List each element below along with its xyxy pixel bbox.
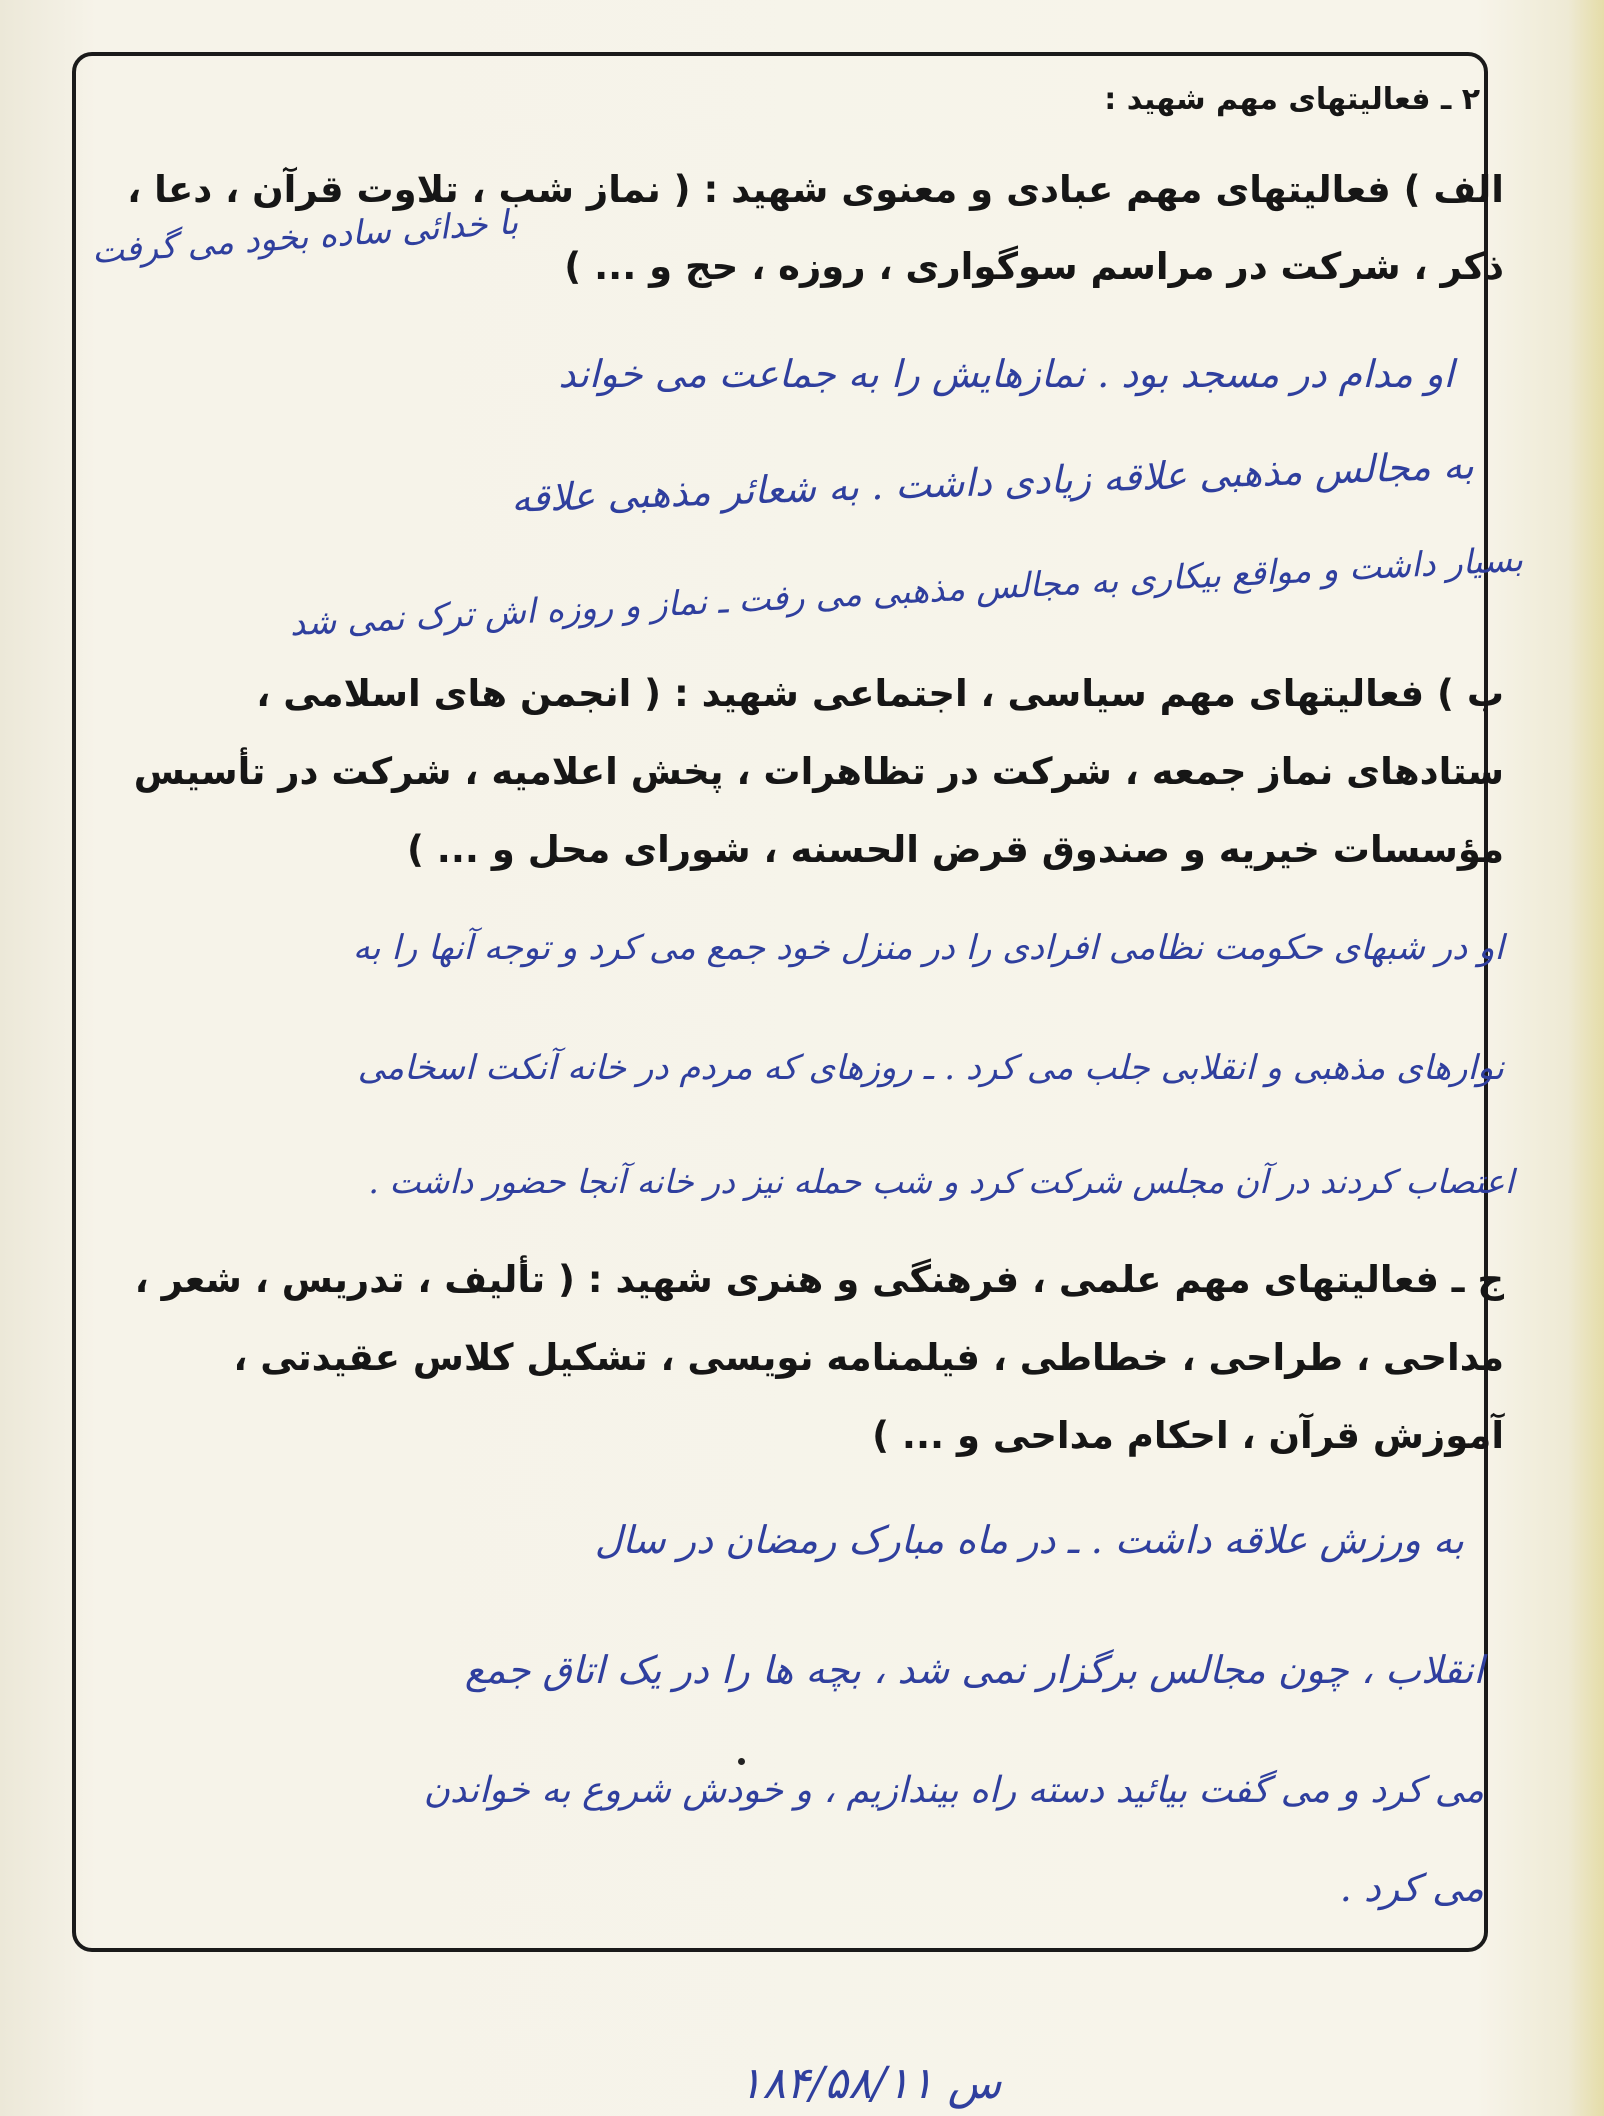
part-a-line-1: الف ) فعالیتهای مهم عبادی و معنوی شهید : ( نماز شب ، تلاوت قرآن ، دعا ،: [127, 168, 1504, 211]
part-a-handwritten-2: به مجالس مذهبی علاقه زیادی داشت . به شعائر مذهبی علاقه: [510, 443, 1475, 521]
part-c-line-3: آموزش قرآن ، احکام مداحی و ... ): [872, 1414, 1504, 1457]
part-c-handwritten-1: به ورزش علاقه داشت . ـ در ماه مبارک رمضان در سال: [594, 1518, 1464, 1562]
part-b-line-3: مؤسسات خیریه و صندوق قرض الحسنه ، شورای محل و ... ): [407, 828, 1504, 871]
paper-edge-stain: [1568, 0, 1604, 2116]
part-b-handwritten-3: اعتصاب کردند در آن مجلس شرکت کرد و شب حمله نیز در خانه آنجا حضور داشت .: [368, 1162, 1514, 1201]
part-b-line-1: ب ) فعالیتهای مهم سیاسی ، اجتماعی شهید : ( انجمن های اسلامی ،: [256, 672, 1504, 715]
part-c-handwritten-4: می کرد .: [1339, 1866, 1484, 1910]
part-c-line-1: ج ـ فعالیتهای مهم علمی ، فرهنگی و هنری شهید : ( تألیف ، تدریس ، شعر ،: [134, 1258, 1504, 1301]
part-b-handwritten-1: او در شبهای حکومت نظامی افرادی را در منزل خود جمع می کرد و توجه آنها را به: [352, 928, 1504, 968]
part-c-line-2: مداحی ، طراحی ، خطاطی ، فیلمنامه نویسی ، تشکیل کلاس عقیدتی ،: [233, 1336, 1504, 1379]
archive-code: ۱۸۴/۵۸/۱۱ س: [738, 2058, 1002, 2109]
ink-dot: [738, 1758, 745, 1765]
part-a-line-2: ذکر ، شرکت در مراسم سوگواری ، روزه ، حج و ... ): [564, 245, 1504, 288]
section-heading: ۲ ـ فعالیتهای مهم شهید :: [1104, 82, 1480, 117]
part-a-handwritten-1: او مدام در مسجد بود . نمازهایش را به جماعت می خواند: [558, 352, 1454, 396]
part-a-handwritten-inline: با خدائی ساده بخود می گرفت: [90, 202, 520, 272]
part-b-line-2: ستادهای نماز جمعه ، شرکت در تظاهرات ، پخش اعلامیه ، شرکت در تأسیس: [133, 750, 1504, 793]
part-a-handwritten-3: بسیار داشت و مواقع بیکاری به مجالس مذهبی می رفت ـ نماز و روزه اش ترک نمی شد: [289, 539, 1525, 645]
part-c-handwritten-2: انقلاب ، چون مجالس برگزار نمی شد ، بچه ها را در یک اتاق جمع: [464, 1648, 1484, 1692]
part-c-handwritten-3: می کرد و می گفت بیائید دسته راه بیندازیم ، و خودش شروع به خواندن: [423, 1770, 1484, 1811]
part-b-handwritten-2: نوارهای مذهبی و انقلابی جلب می کرد . ـ روزهای که مردم در خانه آنکت اسخامی: [357, 1048, 1504, 1088]
